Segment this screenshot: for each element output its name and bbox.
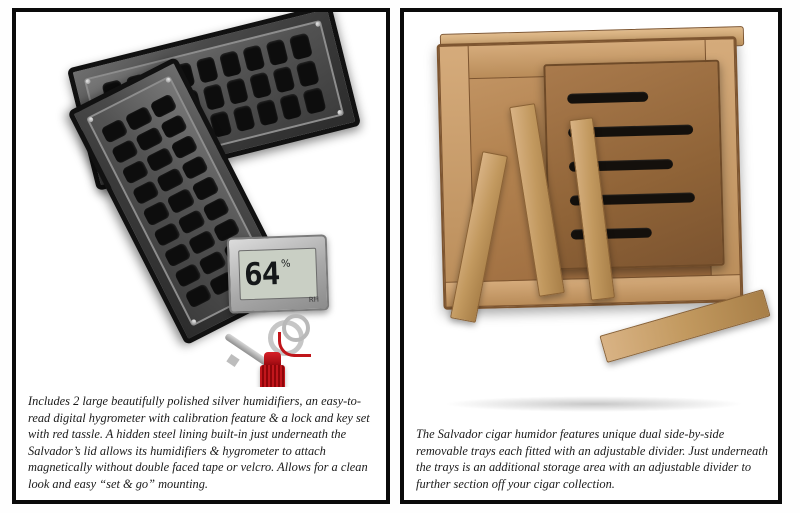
digital-hygrometer	[227, 234, 330, 313]
removable-tray-right	[543, 60, 724, 271]
vent-slot	[143, 200, 171, 226]
vent-slot	[249, 71, 272, 99]
tassel-cord	[278, 332, 311, 357]
vent-slot	[188, 229, 216, 255]
vent-slot	[279, 93, 302, 121]
humidifier-accessories-photo	[16, 12, 386, 387]
left-panel	[12, 8, 390, 504]
vent-slot	[101, 118, 129, 144]
vent-slot	[159, 114, 187, 140]
vent-slot	[185, 283, 213, 309]
vent-slot	[256, 99, 279, 127]
vent-slot	[195, 56, 218, 84]
vent-slot	[111, 139, 139, 165]
vent-slot	[233, 105, 256, 133]
vent-slot	[125, 106, 153, 132]
vent-slot	[226, 77, 249, 105]
product-shadow	[444, 396, 744, 412]
vent-slot	[135, 126, 163, 152]
vent-slot	[153, 221, 181, 247]
vent-slot	[132, 180, 160, 206]
vent-slot	[201, 196, 229, 222]
vent-slot	[146, 147, 174, 173]
hygrometer-sub-label: RH	[308, 295, 320, 304]
vent-slot	[170, 135, 198, 161]
vent-slot	[149, 93, 177, 119]
vent-slot	[296, 60, 319, 88]
vent-slot	[167, 188, 195, 214]
vent-slot	[164, 242, 192, 268]
right-panel	[400, 8, 782, 504]
vent-slot	[242, 44, 265, 72]
vent-slot	[156, 167, 184, 193]
vent-slot	[303, 87, 326, 115]
vent-slot	[180, 155, 208, 181]
lock-key-with-tassel	[212, 312, 322, 387]
vent-slot	[289, 32, 312, 60]
vent-slot	[177, 209, 205, 235]
hygrometer-unit: %	[280, 258, 291, 270]
tassel-skirt	[260, 365, 285, 387]
vent-slot	[202, 83, 225, 111]
key-bit	[226, 354, 239, 367]
humidor-trays-photo	[404, 12, 778, 418]
vent-slot	[266, 38, 289, 66]
vent-slot	[273, 66, 296, 94]
vent-slot	[191, 176, 219, 202]
left-panel-caption: Includes 2 large beautifully polished silver humidifiers, an easy-to-read digital hygrometer with calibration feature & a lock and key set with red tassle. A hidden steel lining built-in just underneath the Salvador’s lid allows its humidifiers & hygrometer to attach magnetically without double faced tape or velcro. Allows for a clean look and easy “set & go” mounting.	[28, 394, 370, 491]
vent-slot	[219, 50, 242, 78]
tray-vent-slot	[567, 92, 648, 104]
hygrometer-display	[238, 248, 318, 301]
hygrometer-reading: 64	[243, 255, 280, 293]
right-panel-caption: The Salvador cigar humidor features unique dual side-by-side removable trays each fitted with an adjustable divider. Just underneath the trays is an additional storage area with an adjustable divider to further section off your cigar collection.	[416, 427, 768, 491]
vent-slot	[198, 250, 226, 276]
vent-slot	[122, 159, 150, 185]
vent-slot	[174, 262, 202, 288]
